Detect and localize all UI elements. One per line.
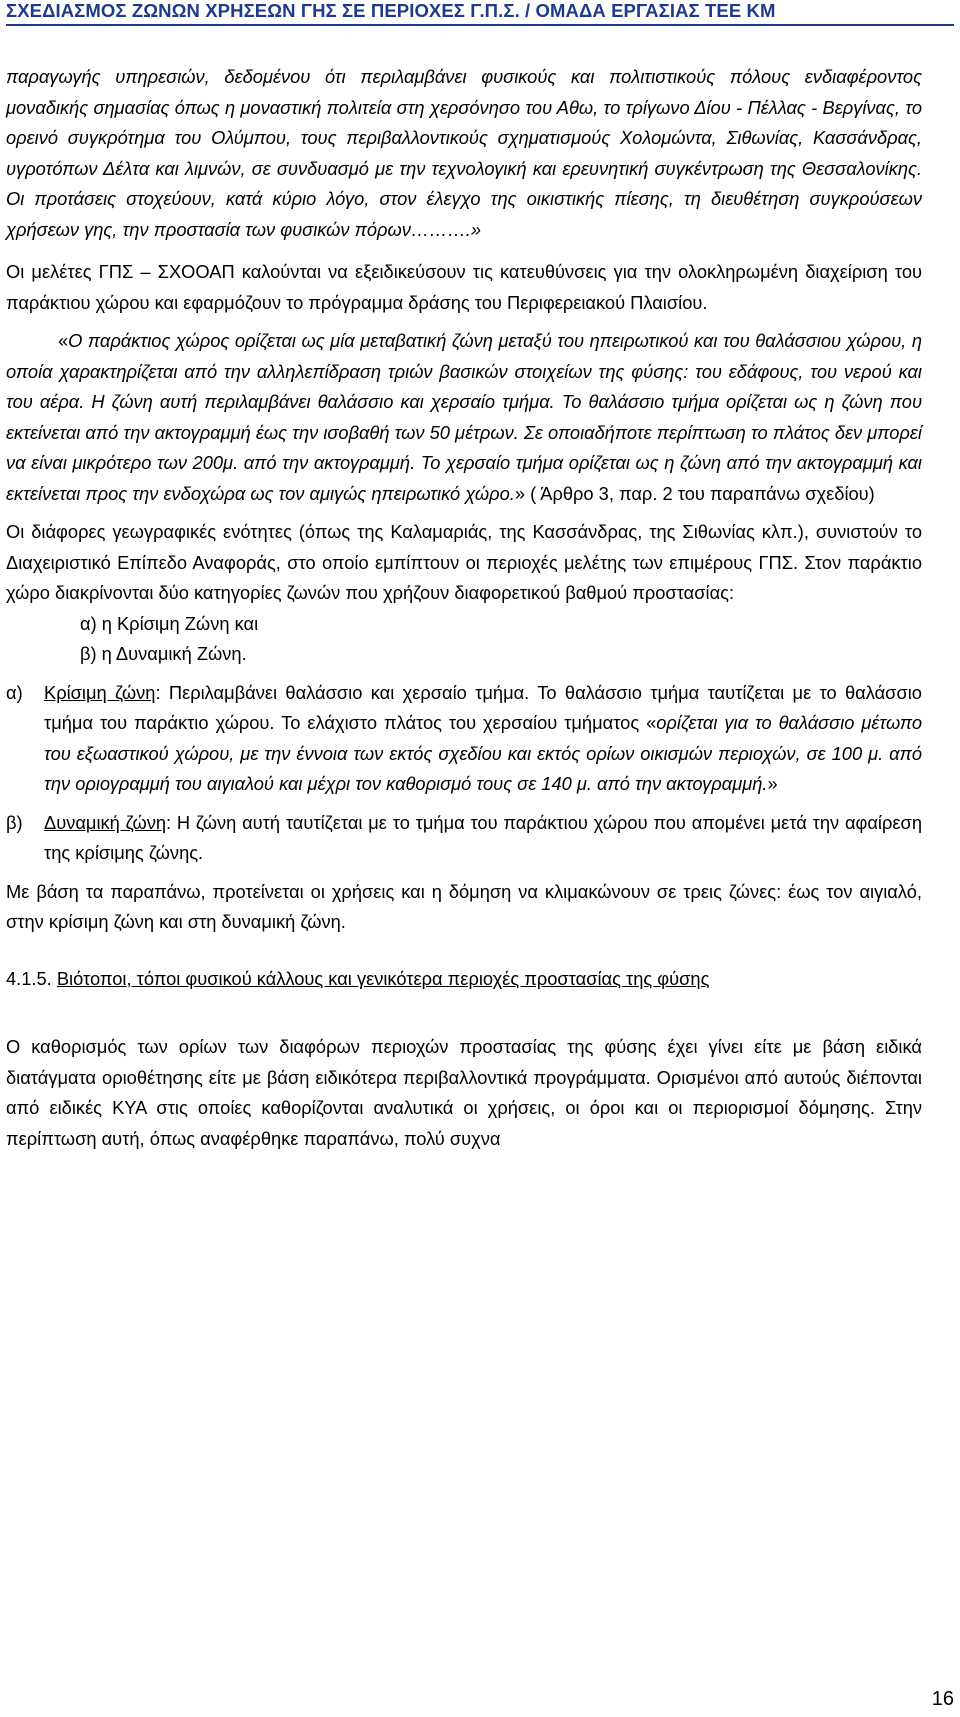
item-label: β): [6, 811, 23, 833]
critical-zone-item: [6, 678, 922, 800]
document-body: [6, 62, 922, 1154]
paragraph-uses: Με βάση τα παραπάνω, προτείνεται οι χρήσεις και η δόμηση να κλιμακώνουν σε τρεις ζώνες: έως τον αιγιαλό, στην κρίσιμη ζώνη και στη δυναμική ζώνη.: [6, 880, 922, 932]
page-number: 16: [931, 1688, 954, 1710]
dynamic-zone-item: [6, 808, 922, 869]
zones-list-item: β) η Δυναμική Ζώνη.: [80, 643, 247, 664]
paragraph-gps: Οι μελέτες ΓΠΣ – ΣΧΟΟΑΠ καλούνται να εξειδικεύσουν τις κατευθύνσεις για την ολοκληρωμένη διαχείριση του παράκτιου χώρου και εφαρμόζουν το πρόγραμμα δράσης του Περιφερειακού Πλαισίου.: [6, 261, 922, 313]
critical-zone-term: Κρίσιμη ζώνη: [44, 681, 156, 703]
section-title: Βιότοποι, τόποι φυσικού κάλλους και γενικότερα περιοχές προστασίας της φύσης: [56, 967, 710, 989]
item-label: α): [6, 681, 23, 703]
quote-paragraph-1: παραγωγής υπηρεσιών, δεδομένου ότι περιλαμβάνει φυσικούς και πολιτιστικούς πόλους ενδιαφέροντος μοναδικής σημασίας όπως η μοναστική πολιτεία στη χερσόνησο του Αθω, το τρίγωνο Δίου - Πέλλας - Βεργίνας, το ορεινό συγκρότημα του Ολύμπου, τους περιβαλλοντικούς σχηματισμούς Χολομώντα, Σιθωνίας, Κασσάνδρας, υγροτόπων Δέλτα και λιμνών, σε συνδυασμό με την τεχνολογική και ερευνητική συγκέντρωση της Θεσσαλονίκης. Οι προτάσεις στοχεύουν, κατά κύριο λόγο, στον έλεγχο της οικιστικής πίεσης, τη διευθέτηση συγκρούσεων χρήσεων γης, την προστασία των φυσικών πόρων……….»: [6, 66, 922, 240]
zones-list: [6, 609, 922, 670]
paragraph-geographic-units: Οι διάφορες γεωγραφικές ενότητες (όπως της Καλαμαριάς, της Κασσάνδρας, της Σιθωνίας κλπ.), συνιστούν το Διαχειριστικό Επίπεδο Αναφοράς, στο οποίο εμπίπτουν οι περιοχές μελέτης των επιμέρους ΓΠΣ. Στον παράκτιο χώρο διακρίνονται δύο κατηγορίες ζωνών που χρήζουν διαφορετικού βαθμού προστασίας:: [6, 521, 922, 603]
paragraph-protection-boundaries: Ο καθορισμός των ορίων των διαφόρων περιοχών προστασίας της φύσης έχει γίνει είτε με βάση ειδικά διατάγματα οριοθέτησης είτε με βάση ειδικότερα περιβαλλοντικά προγράμματα. Ορισμένοι από αυτούς διέπονται από ειδικές ΚΥΑ στις οποίες καθορίζονται αναλυτικά οι χρήσεις, οι όροι και οι περιορισμοί δόμησης. Στην περίπτωση αυτή, όπως αναφέρθηκε παραπάνω, πολύ συχνα: [6, 1036, 922, 1149]
dynamic-zone-term: Δυναμική ζώνη: [44, 811, 167, 833]
page-header: [0, 0, 960, 26]
header-rule: [6, 24, 954, 26]
header-title: ΣΧΕΔΙΑΣΜΟΣ ΖΩΝΩΝ ΧΡΗΣΕΩΝ ΓΗΣ ΣΕ ΠΕΡΙΟΧΕΣ Γ.Π.Σ. / ΟΜΑΔΑ ΕΡΓΑΣΙΑΣ ΤΕΕ ΚΜ: [6, 0, 776, 21]
quote-paragraph-2: «Ο παράκτιος χώρος ορίζεται ως μία μεταβατική ζώνη μεταξύ του ηπειρωτικού και του θαλάσσιου χώρου, η οποία χαρακτηρίζεται από την αλληλεπίδραση τριών βασικών στοιχείων της φύσης: του εδάφους, του νερού και του αέρα. Η ζώνη αυτή περιλαμβάνει θαλάσσιο και χερσαίο τμήμα. Το θαλάσσιο τμήμα ορίζεται ως η ζώνη που εκτείνεται από την ακτογραμμή έως την ισοβαθή των 50 μέτρων. Σε οποιαδήποτε περίπτωση το πλάτος δεν μπορεί να είναι μικρότερο των 200μ. από την ακτογραμμή. Το χερσαίο τμήμα ορίζεται ως η ζώνη από την ακτογραμμή και εκτείνεται προς την ενδοχώρα ως τον αμιγώς ηπειρωτικό χώρο.» ( Άρθρο 3, παρ. 2 του παραπάνω σχεδίου): [6, 330, 922, 504]
section-number: 4.1.5.: [6, 967, 52, 989]
item-body: Κρίσιμη ζώνη: Περιλαμβάνει θαλάσσιο και χερσαίο τμήμα. Το θαλάσσιο τμήμα ταυτίζεται με το θαλάσσιο τμήμα του παράκτιο χώρου. Το ελάχιστο πλάτος του χερσαίου τμήματος «ορίζεται για το θαλάσσιο μέτωπο του εξωαστικού χώρου, με την έννοια των εκτός σχεδίου και εκτός ορίων οικισμών περιοχών, σε 100 μ. από την οριογραμμή του αιγιαλού και μέχρι τον καθορισμό τους σε 140 μ. από την ακτογραμμή.»: [44, 681, 922, 794]
section-heading: [6, 950, 922, 995]
item-body: Δυναμική ζώνη: Η ζώνη αυτή ταυτίζεται με το τμήμα του παράκτιου χώρου που απομένει μετά την αφαίρεση της κρίσιμης ζώνης.: [44, 811, 922, 863]
zones-list-item: α) η Κρίσιμη Ζώνη και: [80, 612, 259, 634]
